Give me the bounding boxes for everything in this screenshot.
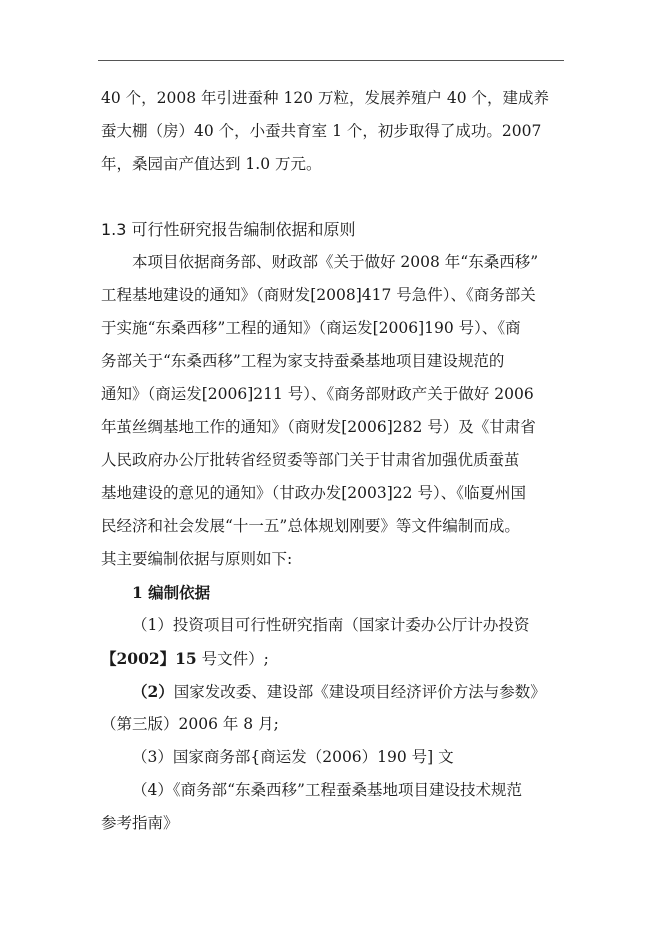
document-body (101, 82, 567, 840)
list-item-4: （4）《商务部“东桑西移”工程蚕桑基地项目建设技术规范 (132, 781, 522, 799)
section-heading: 1.3 可行性研究报告编制依据和原则 (101, 220, 356, 239)
paragraph-spacer (101, 181, 567, 213)
text-line: 基地建设的意见的通知》（甘政办发[2003]22 号）、《临夏州国 (101, 484, 526, 502)
list-item-3: （3）国家商务部{商运发（2006）190 号] 文 (132, 748, 454, 766)
text-span: 国家发改委、建设部《建设项目经济评价方法与参数》 (173, 683, 546, 701)
list-item-1: （1）投资项目可行性研究指南（国家计委办公厅计办投资 (132, 616, 530, 634)
list-item-4-continuation: 参考指南》 (101, 814, 179, 832)
basis-list (101, 609, 567, 840)
text-line: 蚕大棚（房）40 个，小蚕共育室 1 个，初步取得了成功。2007 (101, 122, 542, 140)
list-number-bold: （2） (132, 682, 174, 701)
text-line: 于实施“东桑西移”工程的通知》（商运发[2006]190 号）、《商 (101, 319, 521, 337)
text-line: 年茧丝绸基地工作的通知》（商财发[2006]282 号）及《甘肃省 (101, 418, 536, 436)
text-line: 务部关于“东桑西移”工程为家支持蚕桑基地项目建设规范的 (101, 352, 505, 370)
text-line: 通知》（商运发[2006]211 号）、《商务部财政产关于做好 2006 (101, 385, 534, 403)
paragraph-silkworm-results (101, 82, 567, 181)
text-line: 民经济和社会发展“十一五”总体规划刚要》等文件编制而成。 (101, 517, 520, 535)
text-line: 工程基地建设的通知》（商财发[2008]417 号急件）、《商务部关 (101, 286, 536, 304)
text-span: 号文件）; (196, 650, 269, 668)
list-item-2 (101, 675, 567, 708)
text-line: 其主要编制依据与原则如下: (101, 550, 293, 568)
text-line: 人民政府办公厅批转省经贸委等部门关于甘肃省加强优质蚕茧 (101, 451, 520, 469)
subsection-heading: 1 编制依据 (132, 583, 211, 602)
list-item-1-continuation (101, 642, 567, 675)
text-line: 本项目依据商务部、财政部《关于做好 2008 年“东桑西移” (132, 253, 539, 271)
list-item-2-continuation: （第三版）2006 年 8 月; (101, 715, 279, 733)
paragraph-basis-documents (101, 246, 567, 576)
text-line: 年，桑园亩产值达到 1.0 万元。 (101, 155, 322, 173)
header-rule (98, 60, 564, 61)
text-line: 40 个，2008 年引进蚕种 120 万粒，发展养殖户 40 个，建成养 (101, 89, 550, 107)
document-number-bold: 【2002】15 (101, 649, 197, 668)
